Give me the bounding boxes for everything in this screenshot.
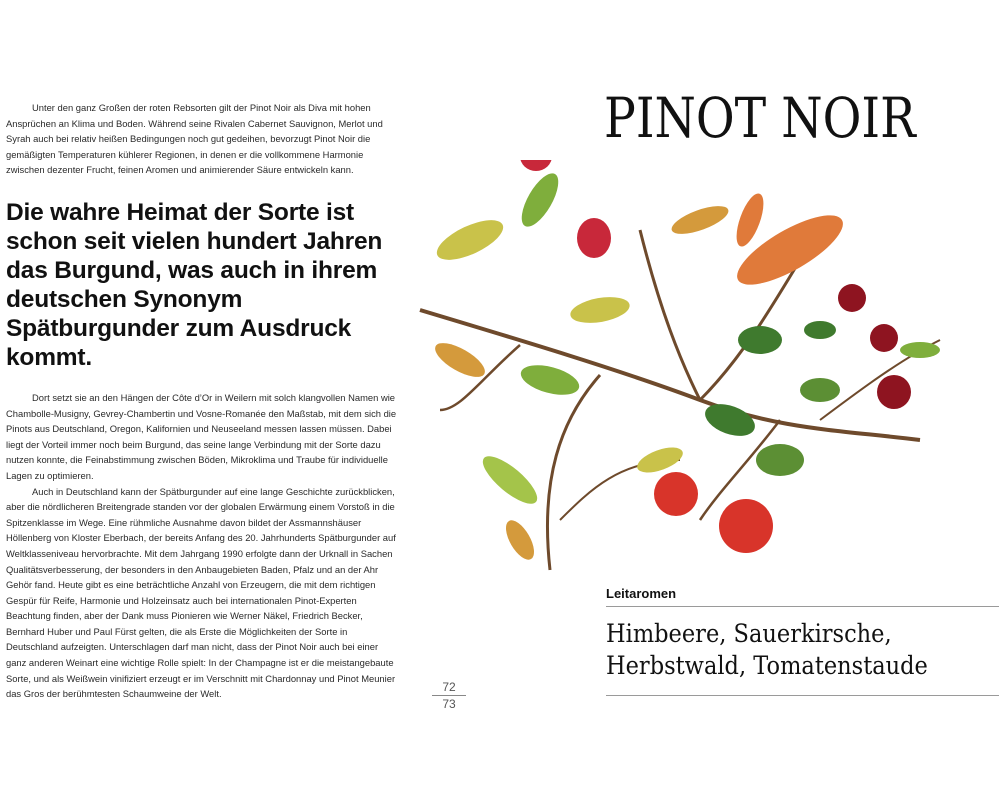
left-page-column [6,100,401,702]
fruit-set [400,160,980,600]
raspberry-icon [577,218,611,258]
body-paragraph-1: Dort setzt sie an den Hängen der Côte d’Or in Weilern mit solch klangvollen Namen wie Chambolle-Musigny, Gevrey-Chambertin und Vosne-Romanée den Maßstab, mit dem sich die Pinots aus Deutschland, Oregon, Kalifornien und Neuseeland messen lassen müssen. Dabei liegt der Vorteil immer noch beim Burgund, das seine lange Verbindung mit der Sorte dazu nutzen konnte, die Feinabstimmung zwischen Böden, Mikroklima und Traube für individuelle Lagen zu optimieren. [6,391,397,481]
aroma-list [606,618,961,682]
cherry-icon [838,284,866,312]
page-numbers [432,680,466,711]
cherry-icon [877,375,911,409]
page-title: PINOT NOIR [604,86,916,150]
body-paragraph-2: Auch in Deutschland kann der Spätburgunder auf eine lange Geschichte zurückblicken, aber die nördlicheren Breitengrade standen vor der globalen Erwärmung einem Vorstoß in die Spitzenklasse im Wege. Eine rühmliche Ausnahme davon bildet der Assmannshäuser Höllenberg von Kloster Eberbach, der bereits Anfang des 20. Jahrhunderts Spätburgunder auf Weltklasseniveau hervorbrachte. Mit dem Jahrgang 1990 erfolgte dann der Urknall in Sachen Qualitätsverbesserung, der besonders in den Anbaugebieten Baden, Pfalz und an der Ahr Gehör fand. Heute gibt es eine beträchtliche Anzahl von Erzeugern, die mit dem richtigen Gespür für Reife, Harmonie und Holzeinsatz auch bei internationalen Pinot-Experten Beachtung finden, aber der Dank muss Pionieren wie Werner Näkel, Friedrich Becker, Bernhard Huber und Paul Fürst gelten, die als Erste die Möglichkeiten der Sorte in Deutschland aufzeigten. Unterschlagen darf man nicht, dass der Pinot Noir auch bei einer ganz anderen Weinart eine wichtige Rolle spielt: In der Champagne ist er die meistangebaute Sorte, und als Weißwein vinifiziert erzeugt er im Verschnitt mit Chardonnay und Pinot Meunier das Gros der berühmtesten Schaumweine der Welt. [6,485,396,700]
aroma-label: Leitaromen [606,586,677,601]
pull-quote: Die wahre Heimat der Sorte ist schon seit vielen hundert Jahren das Burgund, was auch in ihrem deutschen Synonym Spätburgunder zum Ausdruck kommt. [6,198,383,371]
page-number-right: 73 [442,697,456,711]
cherry-icon [870,324,898,352]
aroma-top-rule [606,606,999,607]
tomato-icon [719,499,773,553]
aroma-line-2: Herbstwald, Tomatenstaude [606,651,928,680]
page-number-left: 72 [442,680,456,694]
folio-divider [432,695,466,696]
tomato-icon [654,472,698,516]
raspberry-icon [520,160,552,171]
aroma-line-1: Himbeere, Sauerkirsche, [606,619,892,648]
intro-paragraph: Unter den ganz Großen der roten Rebsorten gilt der Pinot Noir als Diva mit hohen Ansprüchen an Klima und Boden. Während seine Rivalen Cabernet Sauvignon, Merlot und Syrah auch bei relativ heißen Bedingungen noch gut gedeihen, bevorzugt Pinot Noir die gemäßigten Temperaturen kühlerer Regionen, in denen er die vollkommene Harmonie zwischen dezenter Frucht, feinen Aromen und animierender Säure entwickeln kann. [6,102,383,176]
aroma-bottom-rule [606,695,999,696]
